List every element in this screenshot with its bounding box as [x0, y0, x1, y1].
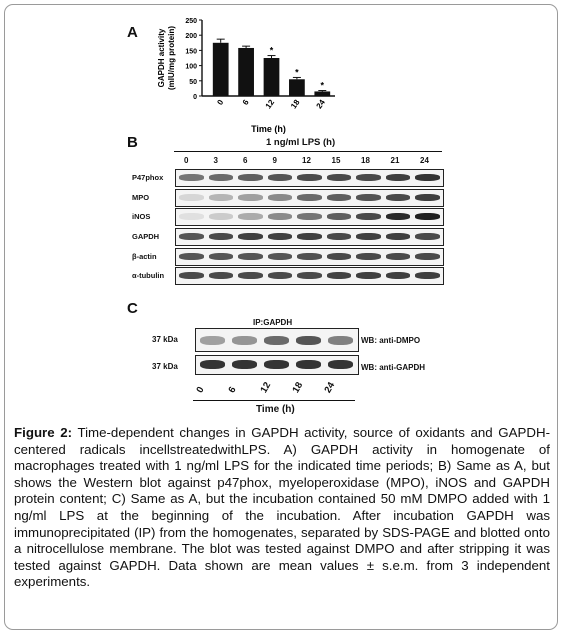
blot-band — [386, 253, 411, 260]
blot-band — [238, 213, 263, 220]
panel-b-timepoint-0: 0 — [184, 156, 189, 165]
caption-prefix: Figure 2: — [14, 425, 73, 440]
significance-mark: * — [320, 80, 325, 91]
panel-b-timepoint-21: 21 — [390, 156, 400, 165]
panel-c-timepoint-0: 0 — [194, 384, 207, 395]
blot-band — [179, 174, 204, 181]
blot-band — [296, 360, 321, 369]
blot-band — [327, 194, 352, 201]
blot-band — [415, 213, 440, 220]
y-tick-label: 50 — [189, 78, 197, 86]
blot-band — [356, 194, 381, 201]
x-tick-label: 6 — [240, 97, 251, 107]
blot-band — [200, 336, 225, 345]
panel-b-timepoint-3: 3 — [213, 156, 218, 165]
blot-band — [415, 233, 440, 240]
panel-c-timepoint-12: 12 — [258, 380, 274, 395]
blot-band — [268, 213, 293, 220]
blot-band — [238, 272, 263, 279]
panel-c-label: C — [127, 300, 138, 317]
blot-band — [200, 360, 225, 369]
significance-mark: * — [295, 67, 299, 78]
blot-band — [238, 233, 263, 240]
blot-band — [327, 253, 352, 260]
panel-c-timepoint-24: 24 — [322, 380, 338, 395]
blot-band — [415, 174, 440, 181]
blot-band — [386, 194, 411, 201]
blot-band — [356, 253, 381, 260]
figure-caption — [14, 425, 550, 591]
blot-band — [328, 360, 353, 369]
blot-band — [179, 194, 204, 201]
blot-band — [327, 174, 352, 181]
blot-band — [209, 174, 234, 181]
y-tick-label: 100 — [185, 63, 197, 71]
blot-strip-row — [175, 267, 444, 285]
blot-row-label: MPO — [132, 193, 150, 202]
blot-band — [415, 272, 440, 279]
blot-strip-row — [175, 169, 444, 187]
blot-band — [209, 253, 234, 260]
wb-dmpo-label: WB: anti-DMPO — [361, 336, 421, 345]
blot-row-label: P47phox — [132, 173, 164, 182]
blot-band — [232, 336, 257, 345]
ip-label: IP:GAPDH — [253, 318, 293, 327]
blot-band — [264, 336, 289, 345]
x-tick-label: 0 — [215, 97, 226, 107]
blot-band — [386, 233, 411, 240]
bar-6 — [238, 48, 254, 96]
panel-b-timepoint-18: 18 — [361, 156, 370, 165]
y-tick-label: 250 — [185, 18, 197, 25]
blot-band — [297, 272, 322, 279]
x-tick-label: 24 — [314, 97, 327, 111]
x-tick-label: 12 — [263, 97, 277, 111]
blot-row-label: GAPDH — [132, 232, 160, 241]
panel-b-timepoint-15: 15 — [331, 156, 341, 165]
blot-band — [386, 213, 411, 220]
panel-b-timepoint-12: 12 — [302, 156, 311, 165]
blot-band — [297, 213, 322, 220]
blot-strip-row — [175, 228, 444, 246]
gapdh-ip-blot — [195, 355, 359, 375]
blot-strip-row — [175, 248, 444, 266]
panel-a-label: A — [127, 24, 138, 41]
panel-c-timepoint-18: 18 — [290, 380, 306, 395]
panel-a-bar-chart — [150, 8, 350, 138]
blot-band — [268, 174, 293, 181]
dmpo-blot — [195, 328, 359, 352]
blot-band — [209, 194, 234, 201]
blot-band — [179, 233, 204, 240]
blot-band — [179, 213, 204, 220]
blot-band — [415, 253, 440, 260]
x-axis-label: Time (h) — [251, 124, 286, 134]
panel-c-xlabel: Time (h) — [256, 404, 295, 415]
wb-gapdh-label: WB: anti-GAPDH — [361, 363, 425, 372]
y-tick-label: 150 — [185, 48, 197, 56]
kda-label-1: 37 kDa — [152, 335, 178, 344]
x-tick-label: 18 — [289, 97, 302, 111]
blot-band — [297, 174, 322, 181]
blot-band — [356, 233, 381, 240]
blot-band — [327, 272, 352, 279]
blot-band — [297, 194, 322, 201]
blot-band — [179, 253, 204, 260]
panel-c-axis-rule — [193, 400, 355, 401]
blot-band — [268, 253, 293, 260]
blot-band — [268, 272, 293, 279]
panel-b-timepoint-24: 24 — [420, 156, 429, 165]
blot-row-label: iNOS — [132, 212, 151, 221]
bar-24 — [314, 91, 330, 96]
panel-b-timepoint-6: 6 — [243, 156, 248, 165]
blot-band — [268, 233, 293, 240]
y-axis-label-unit: (mIU/mg protein) — [167, 26, 176, 90]
blot-band — [297, 253, 322, 260]
bar-0 — [213, 43, 229, 96]
blot-strip-row — [175, 189, 444, 207]
blot-band — [238, 174, 263, 181]
blot-band — [327, 233, 352, 240]
blot-band — [328, 336, 353, 345]
blot-band — [415, 194, 440, 201]
panel-c-timepoint-6: 6 — [226, 384, 239, 395]
blot-band — [238, 194, 263, 201]
blot-band — [268, 194, 293, 201]
blot-strip-row — [175, 208, 444, 226]
blot-band — [264, 360, 289, 369]
panel-b-title: 1 ng/ml LPS (h) — [266, 137, 336, 148]
significance-mark: * — [269, 45, 274, 56]
blot-band — [179, 272, 204, 279]
blot-band — [296, 336, 321, 345]
y-axis-label: GAPDH activity — [157, 28, 166, 88]
blot-band — [209, 233, 234, 240]
y-tick-label: 0 — [193, 94, 197, 101]
blot-band — [238, 253, 263, 260]
blot-row-label: β-actin — [132, 252, 157, 261]
blot-band — [209, 272, 234, 279]
bar-12 — [264, 58, 280, 96]
y-tick-label: 200 — [185, 33, 197, 41]
kda-label-2: 37 kDa — [152, 362, 178, 371]
panel-b-label: B — [127, 134, 138, 151]
blot-band — [386, 174, 411, 181]
blot-band — [297, 233, 322, 240]
bar-18 — [289, 79, 305, 96]
blot-band — [356, 174, 381, 181]
blot-band — [356, 213, 381, 220]
blot-row-label: α-tubulin — [132, 271, 165, 280]
caption-text: Time-dependent changes in GAPDH activity, source of oxidants and GAPDH-centered radicals incellstreatedwithLPS. A) GAPDH activity in homogenate of macrophages treated with 1 ng/ml LPS for the indicated time periods; B) Same as A, but shows the Western blot against p47phox, myeloperoxidase (MPO), iNOS and GAPDH protein content; C) Same as A, but the incubation contained 50 mM DMPO added with 1 ng/ml LPS at the beginning of the incubation. After incubation GAPDH was immunoprecipitated (IP) from the homogenates, separated by SDS-PAGE and blotted onto a nitrocellulose membrane. The blot was tested against DMPO and after stripping it was tested against GAPDH. Data shown are mean values ± s.e.m. from 3 independent experiments. — [14, 425, 550, 590]
blot-band — [209, 213, 234, 220]
blot-band — [356, 272, 381, 279]
blot-band — [386, 272, 411, 279]
blot-band — [327, 213, 352, 220]
blot-band — [232, 360, 257, 369]
panel-b-title-rule — [174, 151, 442, 152]
panel-b-timepoint-9: 9 — [272, 156, 277, 165]
